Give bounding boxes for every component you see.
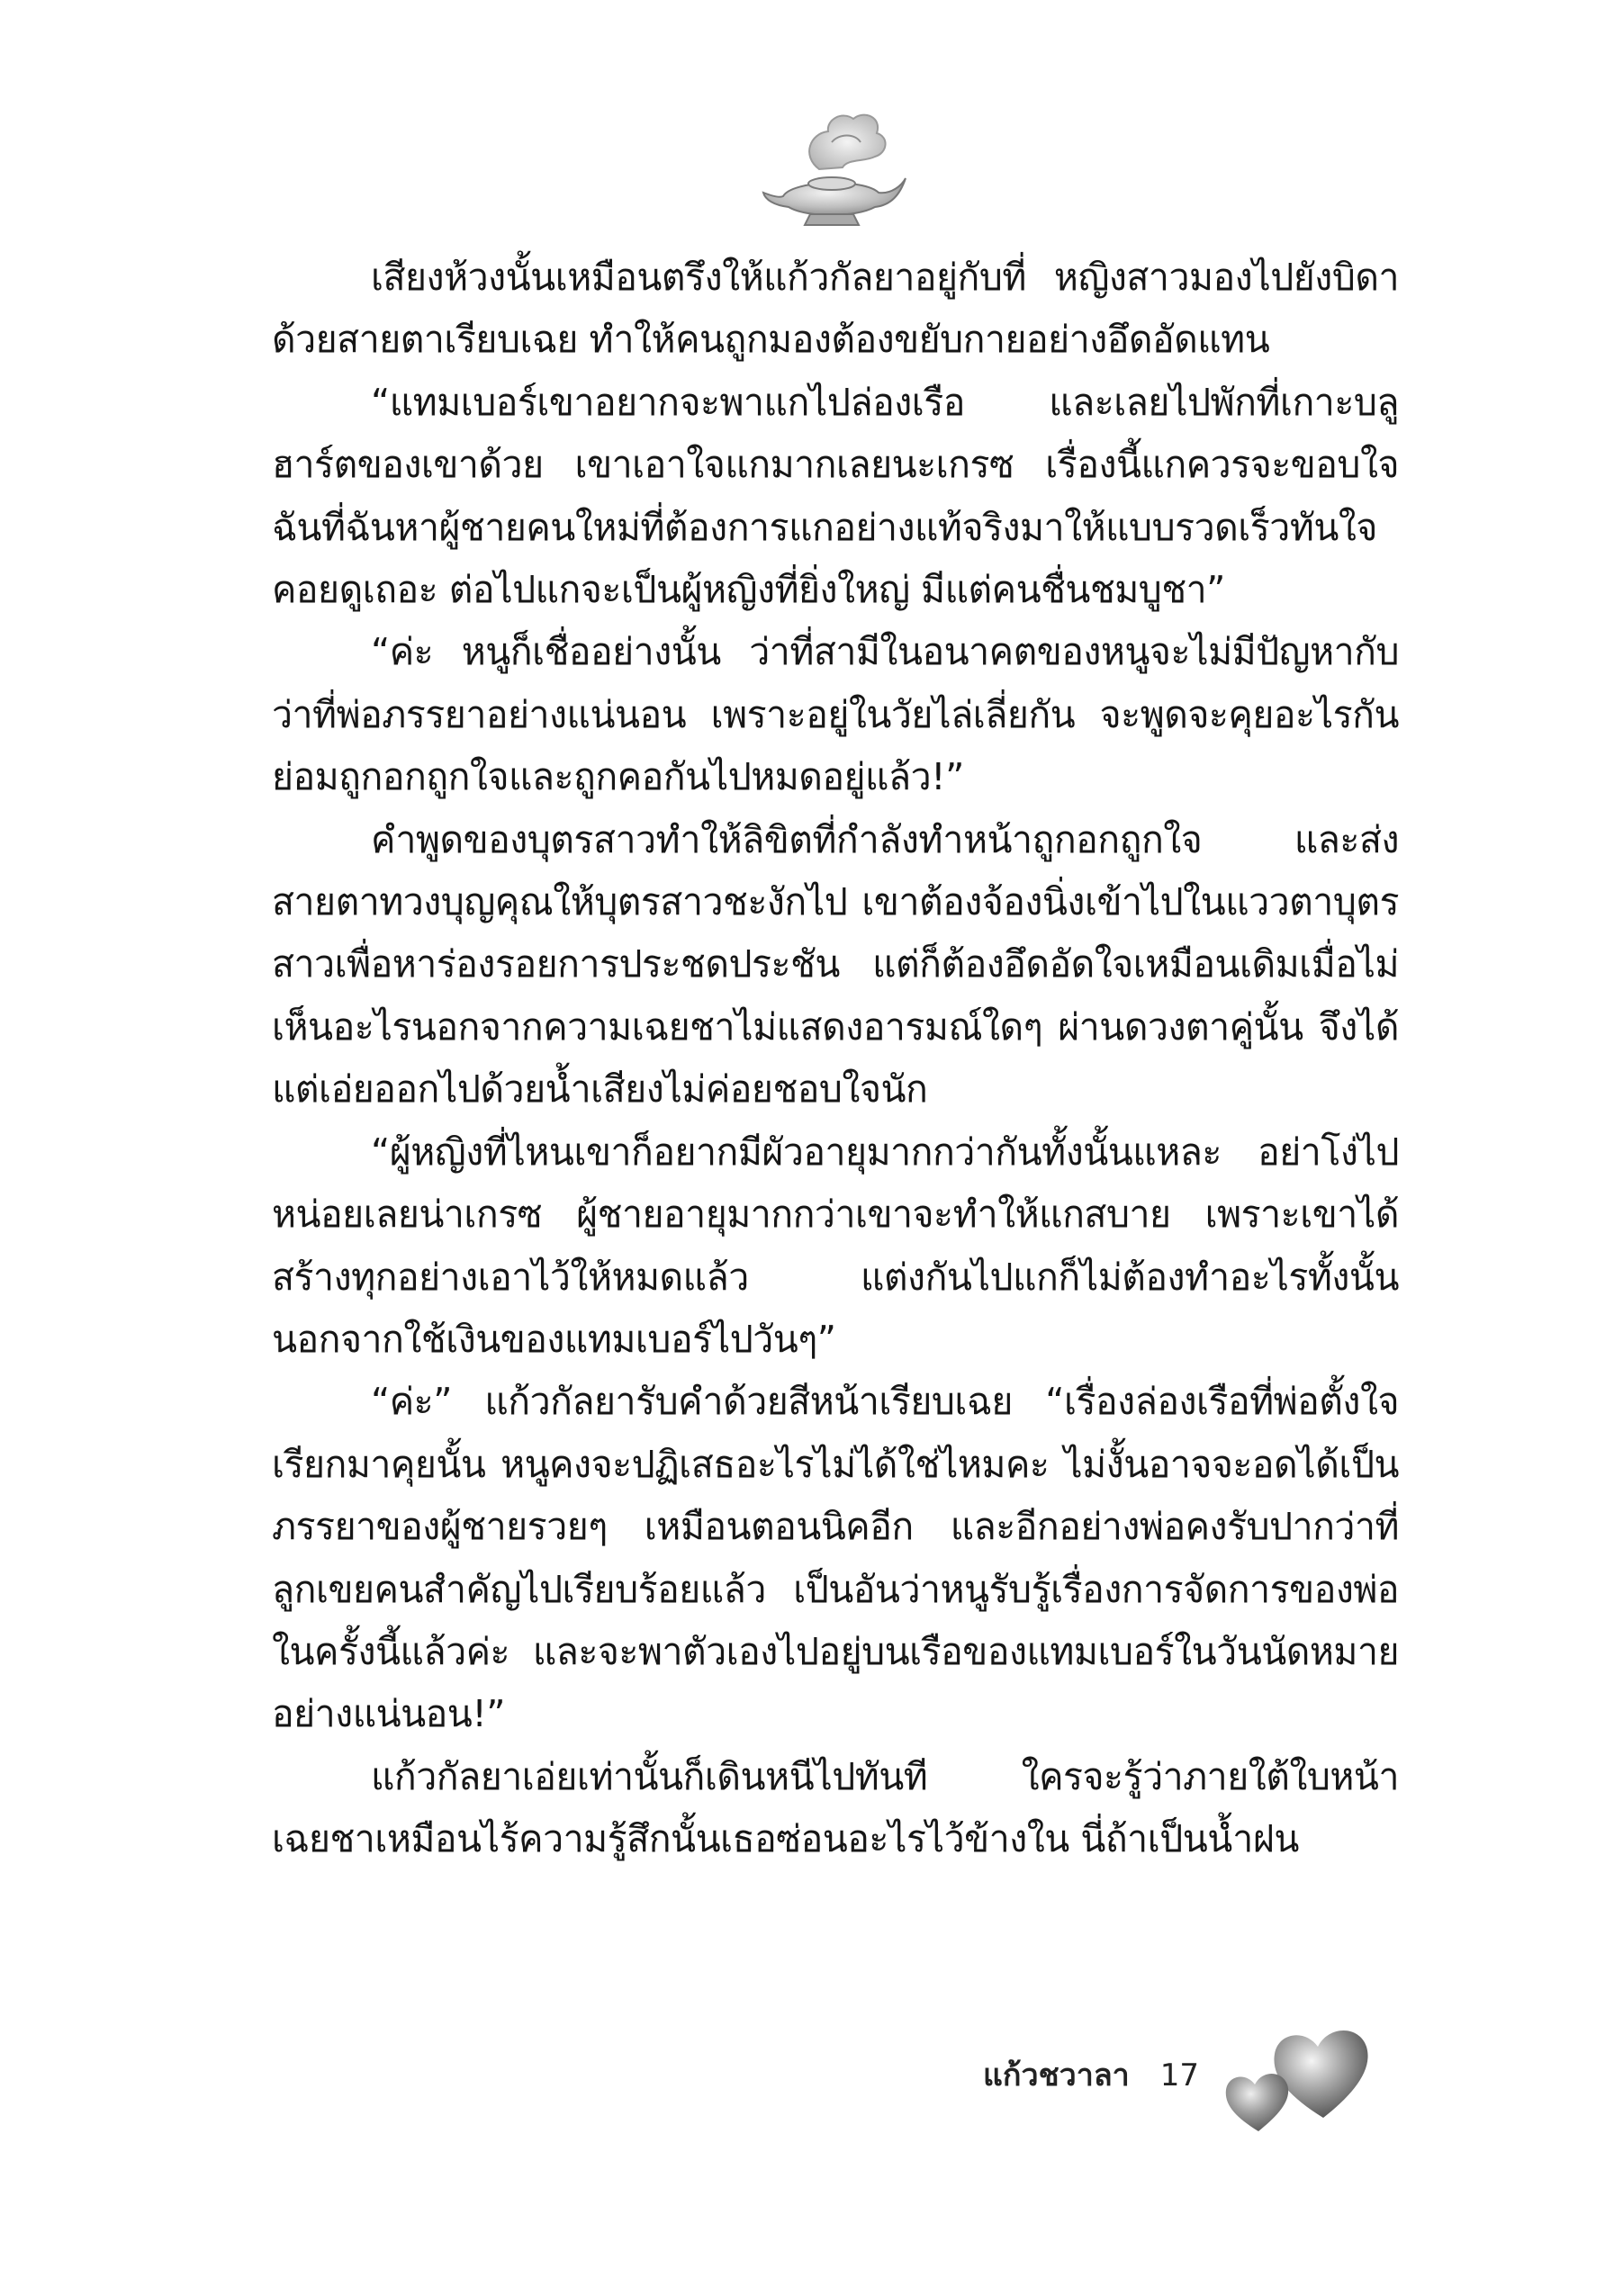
paragraph: “แทมเบอร์เขาอยากจะพาแกไปล่องเรือ และเลยไปพักที่เกาะบลูฮาร์ตของเขาด้วย เขาเอาใจแกมากเลยนะเกรซ เรื่องนี้แกควรจะขอบใจฉันที่ฉันหาผู้ชายคนใหม่ที่ต้องการแกอย่างแท้จริงมาให้แบบรวดเร็วทันใจคอยดูเถอะ ต่อไปแกจะเป็นผู้หญิงที่ยิ่งใหญ่ มีแต่คนชื่นชมบูชา”	[272, 380, 1399, 612]
body-text	[272, 247, 1399, 1871]
paragraph: “ผู้หญิงที่ไหนเขาก็อยากมีผัวอายุมากกว่ากันทั้งนั้นแหละ อย่าโง่ไปหน่อยเลยน่าเกรซ ผู้ชายอายุมากกว่าเขาจะทำให้แกสบาย เพราะเขาได้สร้างทุกอย่างเอาไว้ให้หมดแล้ว แต่งกันไปแกก็ไม่ต้องทำอะไรทั้งนั้นนอกจากใช้เงินของแทมเบอร์ไปวันๆ”	[272, 1130, 1399, 1361]
paragraph: “ค่ะ” แก้วกัลยารับคำด้วยสีหน้าเรียบเฉย “เรื่องล่องเรือที่พ่อตั้งใจเรียกมาคุยนั้น หนูคงจะปฏิเสธอะไรไม่ได้ใช่ไหมคะ ไม่งั้นอาจจะอดได้เป็นภรรยาของผู้ชายรวยๆ เหมือนตอนนิคอีก และอีกอย่างพ่อคงรับปากว่าที่ลูกเขยคนสำคัญไปเรียบร้อยแล้ว เป็นอันว่าหนูรับรู้เรื่องการจัดการของพ่อในครั้งนี้แล้วค่ะ และจะพาตัวเองไปอยู่บนเรือของแทมเบอร์ในวันนัดหมายอย่างแน่นอน!”	[272, 1380, 1399, 1736]
paragraph: “ค่ะ หนูก็เชื่ออย่างนั้น ว่าที่สามีในอนาคตของหนูจะไม่มีปัญหากับว่าที่พ่อภรรยาอย่างแน่นอน เพราะอยู่ในวัยไล่เลี่ยกัน จะพูดจะคุยอะไรกันย่อมถูกอกถูกใจและถูกคอกันไปหมดอยู่แล้ว!”	[272, 630, 1399, 799]
paragraph: คำพูดของบุตรสาวทำให้ลิขิตที่กำลังทำหน้าถูกอกถูกใจ และส่งสายตาทวงบุญคุณให้บุตรสาวชะงักไป เขาต้องจ้องนิ่งเข้าไปในแววตาบุตรสาวเพื่อหาร่องรอยการประชดประชัน แต่ก็ต้องอึดอัดใจเหมือนเดิมเมื่อไม่เห็นอะไรนอกจากความเฉยชาไม่แสดงอารมณ์ใดๆ ผ่านดวงตาคู่นั้น จึงได้แต่เอ่ยออกไปด้วยน้ำเสียงไม่ค่อยชอบใจนัก	[272, 817, 1399, 1112]
hearts-icon	[1215, 2005, 1395, 2140]
genie-lamp-icon	[756, 106, 909, 232]
paragraph: เสียงห้วงนั้นเหมือนตรึงให้แก้วกัลยาอยู่กับที่ หญิงสาวมองไปยังบิดาด้วยสายตาเรียบเฉย ทำให้คนถูกมองต้องขยับกายอย่างอึดอัดแทน	[272, 256, 1399, 362]
paragraph: แก้วกัลยาเอ่ยเท่านั้นก็เดินหนีไปทันที ใครจะรู้ว่าภายใต้ใบหน้าเฉยชาเหมือนไร้ความรู้สึกนั้นเธอซ่อนอะไรไว้ข้างใน นี่ถ้าเป็นน้ำฝน	[272, 1754, 1399, 1861]
book-title: แก้วชวาลา	[983, 2057, 1130, 2093]
page-number: 17	[1159, 2057, 1200, 2093]
page-footer	[983, 2050, 1199, 2104]
